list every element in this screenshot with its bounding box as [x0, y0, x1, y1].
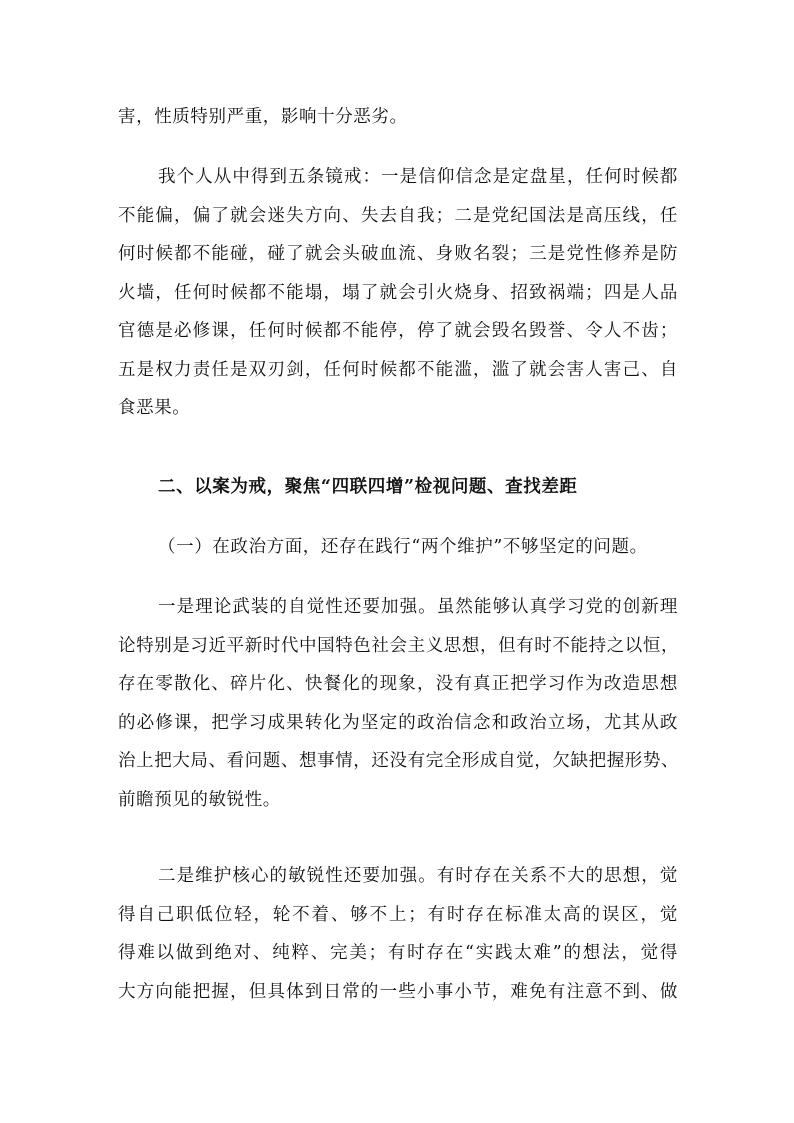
text-line: 大方向能把握，但具体到日常的一些小事小节，难免有注意不到、做 — [118, 981, 678, 1002]
paragraph-core — [118, 857, 678, 1011]
text-line: 论特别是习近平新时代中国特色社会主义思想，但有时不能持之以恒， — [118, 635, 680, 656]
text-line: 害，性质特别严重，影响十分恶劣。 — [118, 107, 408, 127]
paragraph-five-lessons — [118, 158, 678, 428]
text-line: 二是维护核心的敏锐性还要加强。有时存在关系不大的思想，觉 — [158, 866, 678, 886]
text-line: 的必修课，把学习成果转化为坚定的政治信念和政治立场，尤其从政 — [118, 712, 678, 733]
heading-text: 二、以案为戒，聚焦“四联四增”检视问题、查找差距 — [158, 477, 578, 497]
text-line: 前瞻预见的敏锐性。 — [118, 789, 281, 810]
text-line: 得自己职低位轻，轮不着、够不上；有时存在标准太高的误区，觉 — [118, 904, 678, 925]
text-line: 一是理论武装的自觉性还要加强。虽然能够认真学习党的创新理 — [158, 597, 678, 617]
text-line: 不能偏，偏了就会迷失方向、失去自我；二是党纪国法是高压线，任 — [118, 205, 678, 226]
paragraph-continuation — [118, 98, 678, 137]
text-line: 何时候都不能碰，碰了就会头破血流、身败名裂；三是党性修养是防 — [118, 244, 678, 264]
paragraph-theory — [118, 588, 678, 819]
text-line: 得难以做到绝对、纯粹、完美；有时存在“实践太难”的想法，觉得 — [118, 943, 678, 963]
subsection-title — [118, 528, 678, 567]
text-line: 存在零散化、碎片化、快餐化的现象，没有真正把学习作为改造思想 — [118, 674, 678, 694]
text-line: 五是权力责任是双刃剑，任何时候都不能滥，滥了就会害人害己、自 — [118, 359, 678, 380]
text-line: 治上把大局、看问题、想事情，还没有完全形成自觉，欠缺把握形势、 — [118, 751, 680, 771]
subsection-text: （一）在政治方面，还存在践行“两个维护”不够坚定的问题。 — [158, 537, 648, 557]
section-heading — [118, 468, 678, 507]
text-line: 我个人从中得到五条镜戒：一是信仰信念是定盘星，任何时候都 — [158, 167, 678, 187]
text-line: 食恶果。 — [118, 398, 191, 418]
text-line: 火墙，任何时候都不能塌，塌了就会引火烧身、招致祸端；四是人品 — [118, 282, 678, 303]
text-line: 官德是必修课，任何时候都不能停，停了就会毁名毁誉、令人不齿； — [118, 321, 678, 341]
